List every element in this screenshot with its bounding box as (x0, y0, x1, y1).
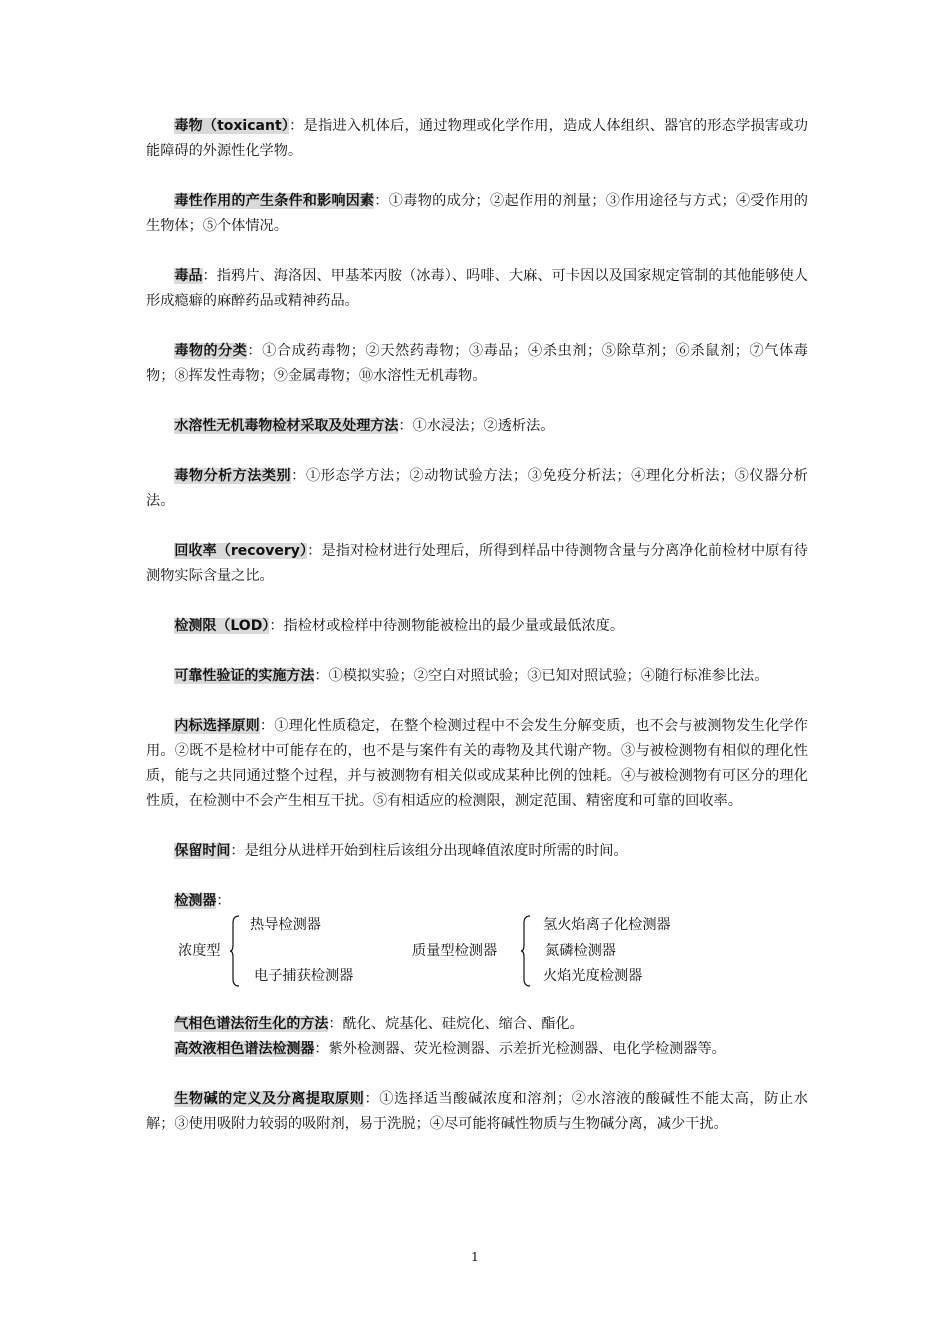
term-label: 毒性作用的产生条件和影响因素 (174, 193, 375, 209)
term-label: 检测限（LOD） (174, 618, 270, 634)
definition-text: ①合成药毒物；②天然药毒物；③毒品；④杀虫剂；⑤除草剂；⑥杀鼠剂；⑦气体毒物；⑧挥发性毒物；⑨金属毒物；⑩水溶性无机毒物。 (146, 343, 808, 384)
definition-text: 是指进入机体后，通过物理或化学作用，造成人体组织、器官的形态学损害或功能障碍的外源性化学物。 (146, 118, 808, 159)
definition-analysis-methods (146, 464, 808, 514)
definition-gc-derivatization (146, 1012, 808, 1037)
term-separator: ： (328, 1016, 343, 1032)
term-label: 气相色谱法衍生化的方法 (174, 1016, 329, 1032)
definition-text: ①毒物的成分；②起作用的剂量；③作用途径与方式；④受作用的生物体；⑤个体情况。 (146, 193, 808, 234)
term-separator: ： (291, 468, 306, 484)
term-separator: ： (314, 668, 329, 684)
definition-internal-standard (146, 714, 808, 814)
definition-text: 是指对检材进行处理后，所得到样品中待测物含量与分离净化前检材中原有待测物实际含量之比。 (146, 543, 808, 584)
definition-text: ①模拟实验；②空白对照试验；③已知对照试验；④随行标准参比法。 (328, 668, 769, 684)
left-brace (230, 915, 240, 987)
detector-item: 氮磷检测器 (545, 943, 616, 959)
definition-toxic-effect-conditions (146, 189, 808, 239)
term-separator: ： (314, 1041, 329, 1057)
term-label: 保留时间 (174, 843, 231, 859)
definition-hplc-detectors (146, 1037, 808, 1062)
definition-reliability-validation (146, 664, 808, 689)
term-separator: ： (374, 193, 389, 209)
term-label: 毒物（toxicant） (174, 118, 290, 134)
definition-toxicant (146, 114, 808, 164)
detector-classification-diagram (146, 912, 808, 990)
term-label: 毒物的分类 (174, 343, 248, 359)
definition-text: 指检材或检样中待测物能被检出的最少量或最低浓度。 (283, 618, 625, 634)
definition-text: 是组分从进样开始到柱后该组分出现峰值浓度时所需的时间。 (244, 843, 628, 859)
definition-retention-time (146, 839, 808, 864)
term-separator: ： (364, 1091, 380, 1107)
term-separator: ： (230, 843, 245, 859)
term-label: 生物碱的定义及分离提取原则 (174, 1091, 365, 1107)
term-separator: ： (289, 118, 304, 134)
definition-text: ①选择适当酸碱浓度和溶剂；②水溶液的酸碱性不能太高，防止水解；③使用吸附力较弱的吸附剂，易于洗脱；④尽可能将碱性物质与生物碱分离，减少干扰。 (146, 1091, 808, 1132)
definition-text: ①形态学方法；②动物试验方法；③免疫分析法；④理化分析法；⑤仪器分析法。 (146, 468, 808, 509)
term-label: 内标选择原则 (174, 718, 260, 734)
page-number: 1 (471, 1250, 479, 1264)
definition-text: 指鸦片、海洛因、甲基苯丙胺（冰毒）、吗啡、大麻、可卡因以及国家规定管制的其他能够使人形成瘾癖的麻醉药品或精神药品。 (146, 268, 808, 309)
term-separator: ： (269, 618, 284, 634)
detector-item: 热导检测器 (250, 917, 321, 933)
term-separator: ： (216, 893, 231, 909)
term-separator: ： (202, 268, 217, 284)
term-separator: ： (307, 543, 322, 559)
detectors-heading (146, 889, 808, 914)
term-label: 可靠性验证的实施方法 (174, 668, 315, 684)
definition-alkaloid-extraction (146, 1087, 808, 1137)
detector-item: 电子捕获检测器 (254, 968, 354, 984)
definition-text: ①理化性质稳定，在整个检测过程中不会发生分解变质，也不会与被测物发生化学作用。②既不是检材中可能存在的，也不是与案件有关的毒物及其代谢产物。③与被检测物有相似的理化性质，能与之共同通过整个过程，并与被测物有相关似或成某种比例的蚀耗。④与被检测物有可区分的理化性质，在检测中不会产生相互干扰。⑤有相适应的检测限，测定范围、精密度和可靠的回收率。 (146, 718, 808, 809)
term-label: 回收率（recovery） (174, 543, 308, 559)
definition-inorganic-sampling (146, 414, 808, 439)
term-label: 毒物分析方法类别 (174, 468, 292, 484)
term-label: 水溶性无机毒物检材采取及处理方法 (174, 418, 399, 434)
definition-text: 紫外检测器、荧光检测器、示差折光检测器、电化学检测器等。 (328, 1041, 726, 1057)
document-body (146, 114, 808, 1162)
definition-lod (146, 614, 808, 639)
definition-text: ①水浸法；②透析法。 (412, 418, 555, 434)
term-separator: ： (398, 418, 413, 434)
right-brace (521, 915, 531, 987)
definition-recovery (146, 539, 808, 589)
definition-drugs (146, 264, 808, 314)
concentration-type-label: 浓度型 (178, 943, 221, 959)
mass-type-label: 质量型检测器 (412, 943, 498, 959)
detector-item: 氢火焰离子化检测器 (543, 917, 671, 933)
term-label: 毒品 (174, 268, 203, 284)
definition-text: 酰化、烷基化、硅烷化、缩合、酯化。 (342, 1016, 584, 1032)
term-separator: ： (247, 343, 263, 359)
term-separator: ： (259, 718, 275, 734)
definition-toxicant-classification (146, 339, 808, 389)
detector-item: 火焰光度检测器 (543, 968, 643, 984)
term-label: 检测器 (174, 893, 217, 909)
term-label: 高效液相色谱法检测器 (174, 1041, 315, 1057)
